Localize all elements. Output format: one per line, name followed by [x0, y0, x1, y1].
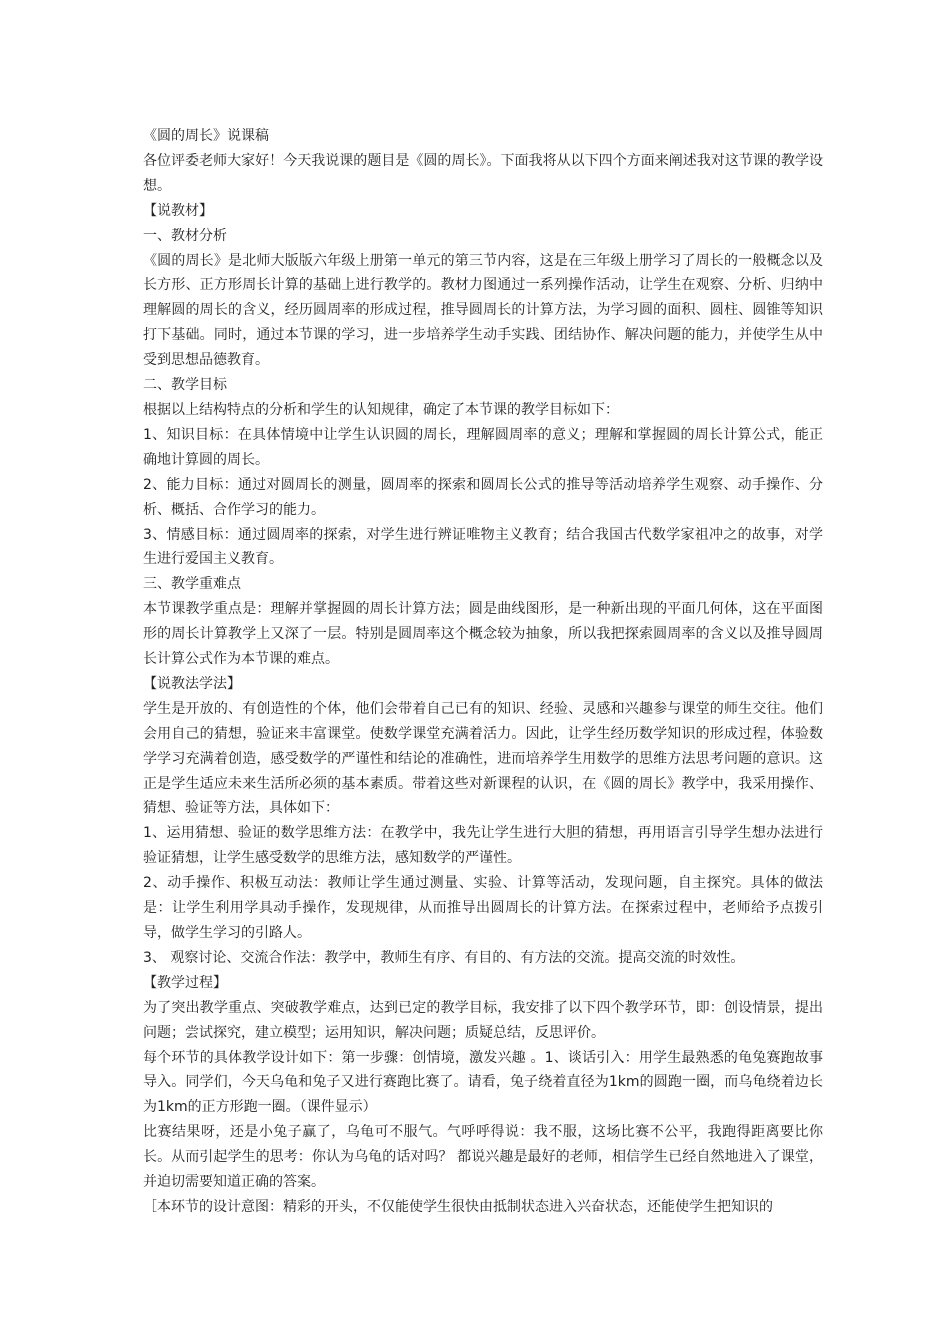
paragraph-step-one: 每个环节的具体教学设计如下：第一步骤：创情境，激发兴趣 。1、谈话引入：用学生最熟悉的龟兔赛跑故事导入。同学们，今天乌龟和兔子又进行赛跑比赛了。请看，兔子绕着直径为1km的圆跑一圈，而乌龟绕着边长为1km的正方形跑一圈。（课件显示）	[143, 1049, 823, 1116]
document-body	[143, 124, 823, 1220]
list-item-method-discussion: 3、 观察讨论、交流合作法：教学中，教师生有序、有目的、有方法的交流。提高交流的时效性。	[143, 949, 745, 966]
subheading-key-points: 三、教学重难点	[143, 576, 241, 593]
list-item-method-hands-on: 2、动手操作、积极互动法：教师让学生通过测量、实验、计算等活动，发现问题，自主探究。具体的做法是：让学生利用学具动手操作，发现规律，从而推导出圆周长的计算方法。在探索过程中，老师给予点拨引导，做学生学习的引路人。	[143, 875, 823, 941]
paragraph-race-result: 比赛结果呀，还是小兔子赢了，乌龟可不服气。气呼呼得说：我不服，这场比赛不公平，我跑得距离要比你长。从而引起学生的思考：你认为乌龟的话对吗？ 都说兴趣是最好的老师，相信学生已经自然地进入了课堂，并迫切需要知道正确的答案。	[143, 1124, 823, 1191]
list-item-method-guess: 1、运用猜想、验证的数学思维方法：在教学中，我先让学生进行大胆的猜想，再用语言引导学生想办法进行验证猜想，让学生感受数学的思维方法，感知数学的严谨性。	[143, 825, 823, 867]
paragraph-design-intent: ［本环节的设计意图：精彩的开头，不仅能使学生很快由抵制状态进入兴奋状态，还能使学生把知识的	[143, 1198, 773, 1215]
list-item-emotion-goal: 3、情感目标：通过圆周率的探索，对学生进行辨证唯物主义教育；结合我国古代数学家祖冲之的故事，对学生进行爱国主义教育。	[143, 526, 823, 568]
paragraph-textbook-analysis: 《圆的周长》是北师大版版六年级上册第一单元的第三节内容，这是在三年级上册学习了周长的一般概念以及长方形、正方形周长计算的基础上进行教学的。教材力图通过一系列操作活动，让学生在观察、分析、归纳中理解圆的周长的含义，经历圆周率的形成过程，推导圆周长的计算方法，为学习圆的面积、圆柱、圆锥等知识打下基础。同时，通过本节课的学习，进一步培养学生动手实践、团结协作、解决问题的能力，并使学生从中受到思想品德教育。	[143, 252, 823, 369]
section-heading-process: 【教学过程】	[143, 974, 227, 991]
list-item-ability-goal: 2、能力目标：通过对圆周长的测量，圆周率的探索和圆周长公式的推导等活动培养学生观察、动手操作、分析、概括、合作学习的能力。	[143, 476, 823, 518]
paragraph-process-overview: 为了突出教学重点、突破教学难点，达到已定的教学目标，我安排了以下四个教学环节，即：创设情景，提出问题；尝试探究，建立模型；运用知识，解决问题；质疑总结，反思评价。	[143, 999, 823, 1041]
subheading-textbook-analysis: 一、教材分析	[143, 227, 227, 244]
section-heading-textbook: 【说教材】	[143, 202, 213, 219]
paragraph-key-points: 本节课教学重点是：理解并掌握圆的周长计算方法；圆是曲线图形，是一种新出现的平面几何体，这在平面图形的周长计算教学上又深了一层。特别是圆周率这个概念较为抽象，所以我把探索圆周率的含义以及推导圆周长计算公式作为本节课的难点。	[143, 601, 823, 668]
list-item-knowledge-goal: 1、知识目标：在具体情境中让学生认识圆的周长，理解圆周率的意义；理解和掌握圆的周长计算公式，能正确地计算圆的周长。	[143, 426, 823, 468]
paragraph-goals-intro: 根据以上结构特点的分析和学生的认知规律，确定了本节课的教学目标如下：	[143, 401, 619, 418]
document-title: 《圆的周长》说课稿	[143, 128, 269, 144]
section-heading-methods: 【说教法学法】	[143, 675, 241, 692]
subheading-teaching-goals: 二、教学目标	[143, 377, 227, 394]
paragraph-methods: 学生是开放的、有创造性的个体，他们会带着自己已有的知识、经验、灵感和兴趣参与课堂的师生交往。他们会用自己的猜想，验证来丰富课堂。使数学课堂充满着活力。因此，让学生经历数学知识的形成过程，体验数学学习充满着创造，感受数学的严谨性和结论的准确性，进而培养学生用数学的思维方法思考问题的意识。这正是学生适应未来生活所必须的基本素质。带着这些对新课程的认识，在《圆的周长》教学中，我采用操作、猜想、验证等方法，具体如下：	[143, 700, 823, 817]
paragraph-greeting: 各位评委老师大家好！今天我说课的题目是《圆的周长》。下面我将从以下四个方面来阐述我对这节课的教学设想。	[143, 152, 823, 194]
